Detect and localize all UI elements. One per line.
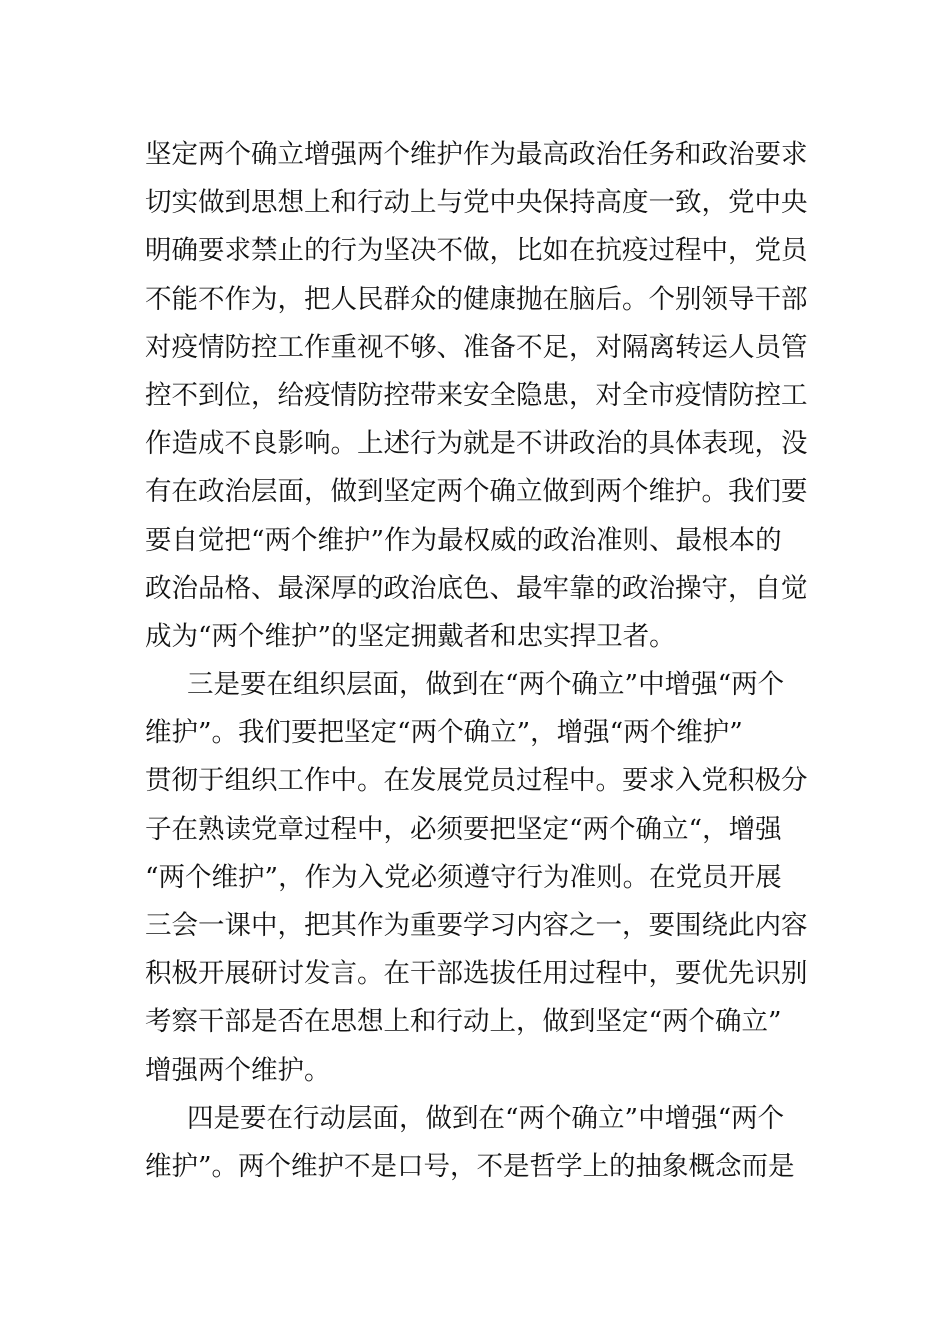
text-line: 切实做到思想上和行动上与党中央保持高度一致，党中央 [145,187,807,219]
document-body [145,131,807,1191]
text-line: 贯彻于组织工作中。在发展党员过程中。要求入党积极分 [145,765,807,797]
text-line: 坚定两个确立增强两个维护作为最高政治任务和政治要求 [145,139,807,170]
text-line: 政治品格、最深厚的政治底色、最牢靠的政治操守，自觉 [145,572,807,604]
text-line: 维护”。两个维护不是口号，不是哲学上的抽象概念而是 [145,1150,795,1182]
text-line: 要自觉把“两个维护”作为最权威的政治准则、最根本的 [145,524,782,556]
text-line: 子在熟读党章过程中，必须要把坚定“两个确立“，增强 [145,813,782,845]
text-line: 明确要求禁止的行为坚决不做，比如在抗疫过程中，党员 [145,235,807,267]
text-line: 增强两个维护。 [145,1054,331,1086]
text-line: 有在政治层面，做到坚定两个确立做到两个维护。我们要 [145,476,807,508]
text-line: 作造成不良影响。上述行为就是不讲政治的具体表现，没 [145,428,807,460]
text-line: 四是要在行动层面，做到在“两个确立”中增强“两个 [187,1102,785,1134]
text-line: 控不到位，给疫情防控带来安全隐患，对全市疫情防控工 [145,379,807,411]
text-line: 不能不作为，把人民群众的健康抛在脑后。个别领导干部 [145,283,807,315]
text-line: “两个维护”，作为入党必须遵守行为准则。在党员开展 [145,861,782,893]
text-line: 三会一课中，把其作为重要学习内容之一，要围绕此内容 [145,910,807,941]
text-line: 三是要在组织层面，做到在“两个确立”中增强“两个 [187,669,785,701]
text-line: 成为“两个维护”的坚定拥戴者和忠实捍卫者。 [145,620,676,652]
text-line: 维护”。我们要把坚定“两个确立”，增强“两个维护” [145,717,743,749]
text-line: 对疫情防控工作重视不够、准备不足，对隔离转运人员管 [145,331,807,363]
text-line: 考察干部是否在思想上和行动上，做到坚定“两个确立” [145,1006,782,1038]
text-line: 积极开展研讨发言。在干部选拔任用过程中，要优先识别 [145,958,807,990]
